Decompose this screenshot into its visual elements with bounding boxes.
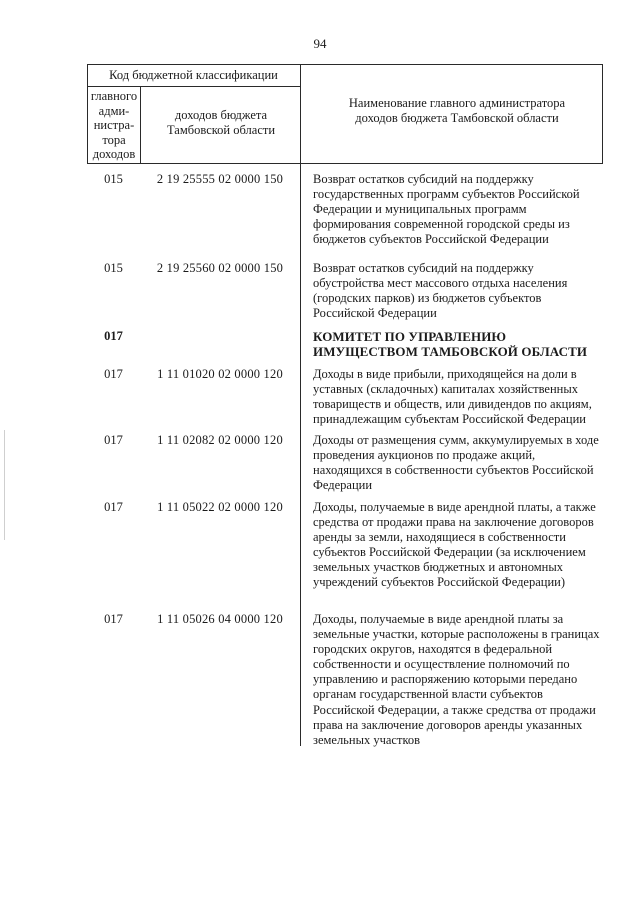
budget-code: 2 19 25555 02 0000 150 [156,172,284,186]
revenue-name: Возврат остатков субсидий на поддержку государственных программ субъектов Российской Федерации и муниципальных программ формирования современной городской среды из бюджетов субъектов Российской Федерации [313,172,580,247]
header-col-code: доходов бюджета Тамбовской области [166,108,276,137]
revenue-name: Доходы в виде прибыли, приходящейся на доли в уставных (складочных) капиталах хозяйственных товариществ и обществ, или дивидендов по акциям, принадлежащим субъектам Российской Федерации [313,367,592,427]
revenue-name: Доходы, получаемые в виде арендной платы, а также средства от продажи права на заключение договоров аренды за земли, находящиеся в собственности субъектов Российской Федерации (за исключением земельных участков бюджетных и автономных учреждений субъектов Российской Федерации) [313,500,596,590]
budget-code: 1 11 05022 02 0000 120 [157,500,283,514]
budget-code: 1 11 01020 02 0000 120 [157,367,283,381]
scan-margin-mark [4,430,5,540]
header-col-name: Наименование главного администратора доходов бюджета Тамбовской области [348,96,566,125]
header-bottom-border [87,163,603,164]
budget-code: 1 11 05026 04 0000 120 [157,612,283,626]
admin-code: 017 [104,612,123,626]
budget-code: 2 19 25560 02 0000 150 [156,261,284,275]
revenue-name: Доходы от размещения сумм, аккумулируемых в ходе проведения аукционов по продаже акций, находящихся в собственности субъектов Российской Федерации [313,433,599,493]
admin-code: 015 [104,261,123,275]
page-number: 94 [313,36,327,51]
admin-code: 017 [104,329,123,343]
admin-code: 017 [104,433,123,447]
header-col-admin: главного адми- нистра- тора доходов [90,89,138,162]
admin-code: 015 [104,172,123,186]
admin-code: 017 [104,500,123,514]
section-title: КОМИТЕТ ПО УПРАВЛЕНИЮ ИМУЩЕСТВОМ ТАМБОВСКОЙ ОБЛАСТИ [313,329,588,359]
admin-code: 017 [104,367,123,381]
revenue-name: Доходы, получаемые в виде арендной платы за земельные участки, которые расположены в границах городских округов, находятся в федеральной собственности и осуществление полномочий по управлению и распоряжению которыми передано органам государственной власти субъектов Российской Федерации, а также средства от продажи права на заключение договоров аренды указанных земельных участков [313,612,600,747]
header-group-divider [87,86,300,87]
header-group-title: Код бюджетной классификации [109,68,278,82]
admin-code-divider [140,86,141,163]
code-name-divider [300,64,301,746]
revenue-name: Возврат остатков субсидий на поддержку обустройства мест массового отдыха населения (городских парков) из бюджетов субъектов Российской Федерации [313,261,568,321]
table-right-border [602,64,603,163]
table-top-border [87,64,603,65]
budget-code: 1 11 02082 02 0000 120 [157,433,283,447]
